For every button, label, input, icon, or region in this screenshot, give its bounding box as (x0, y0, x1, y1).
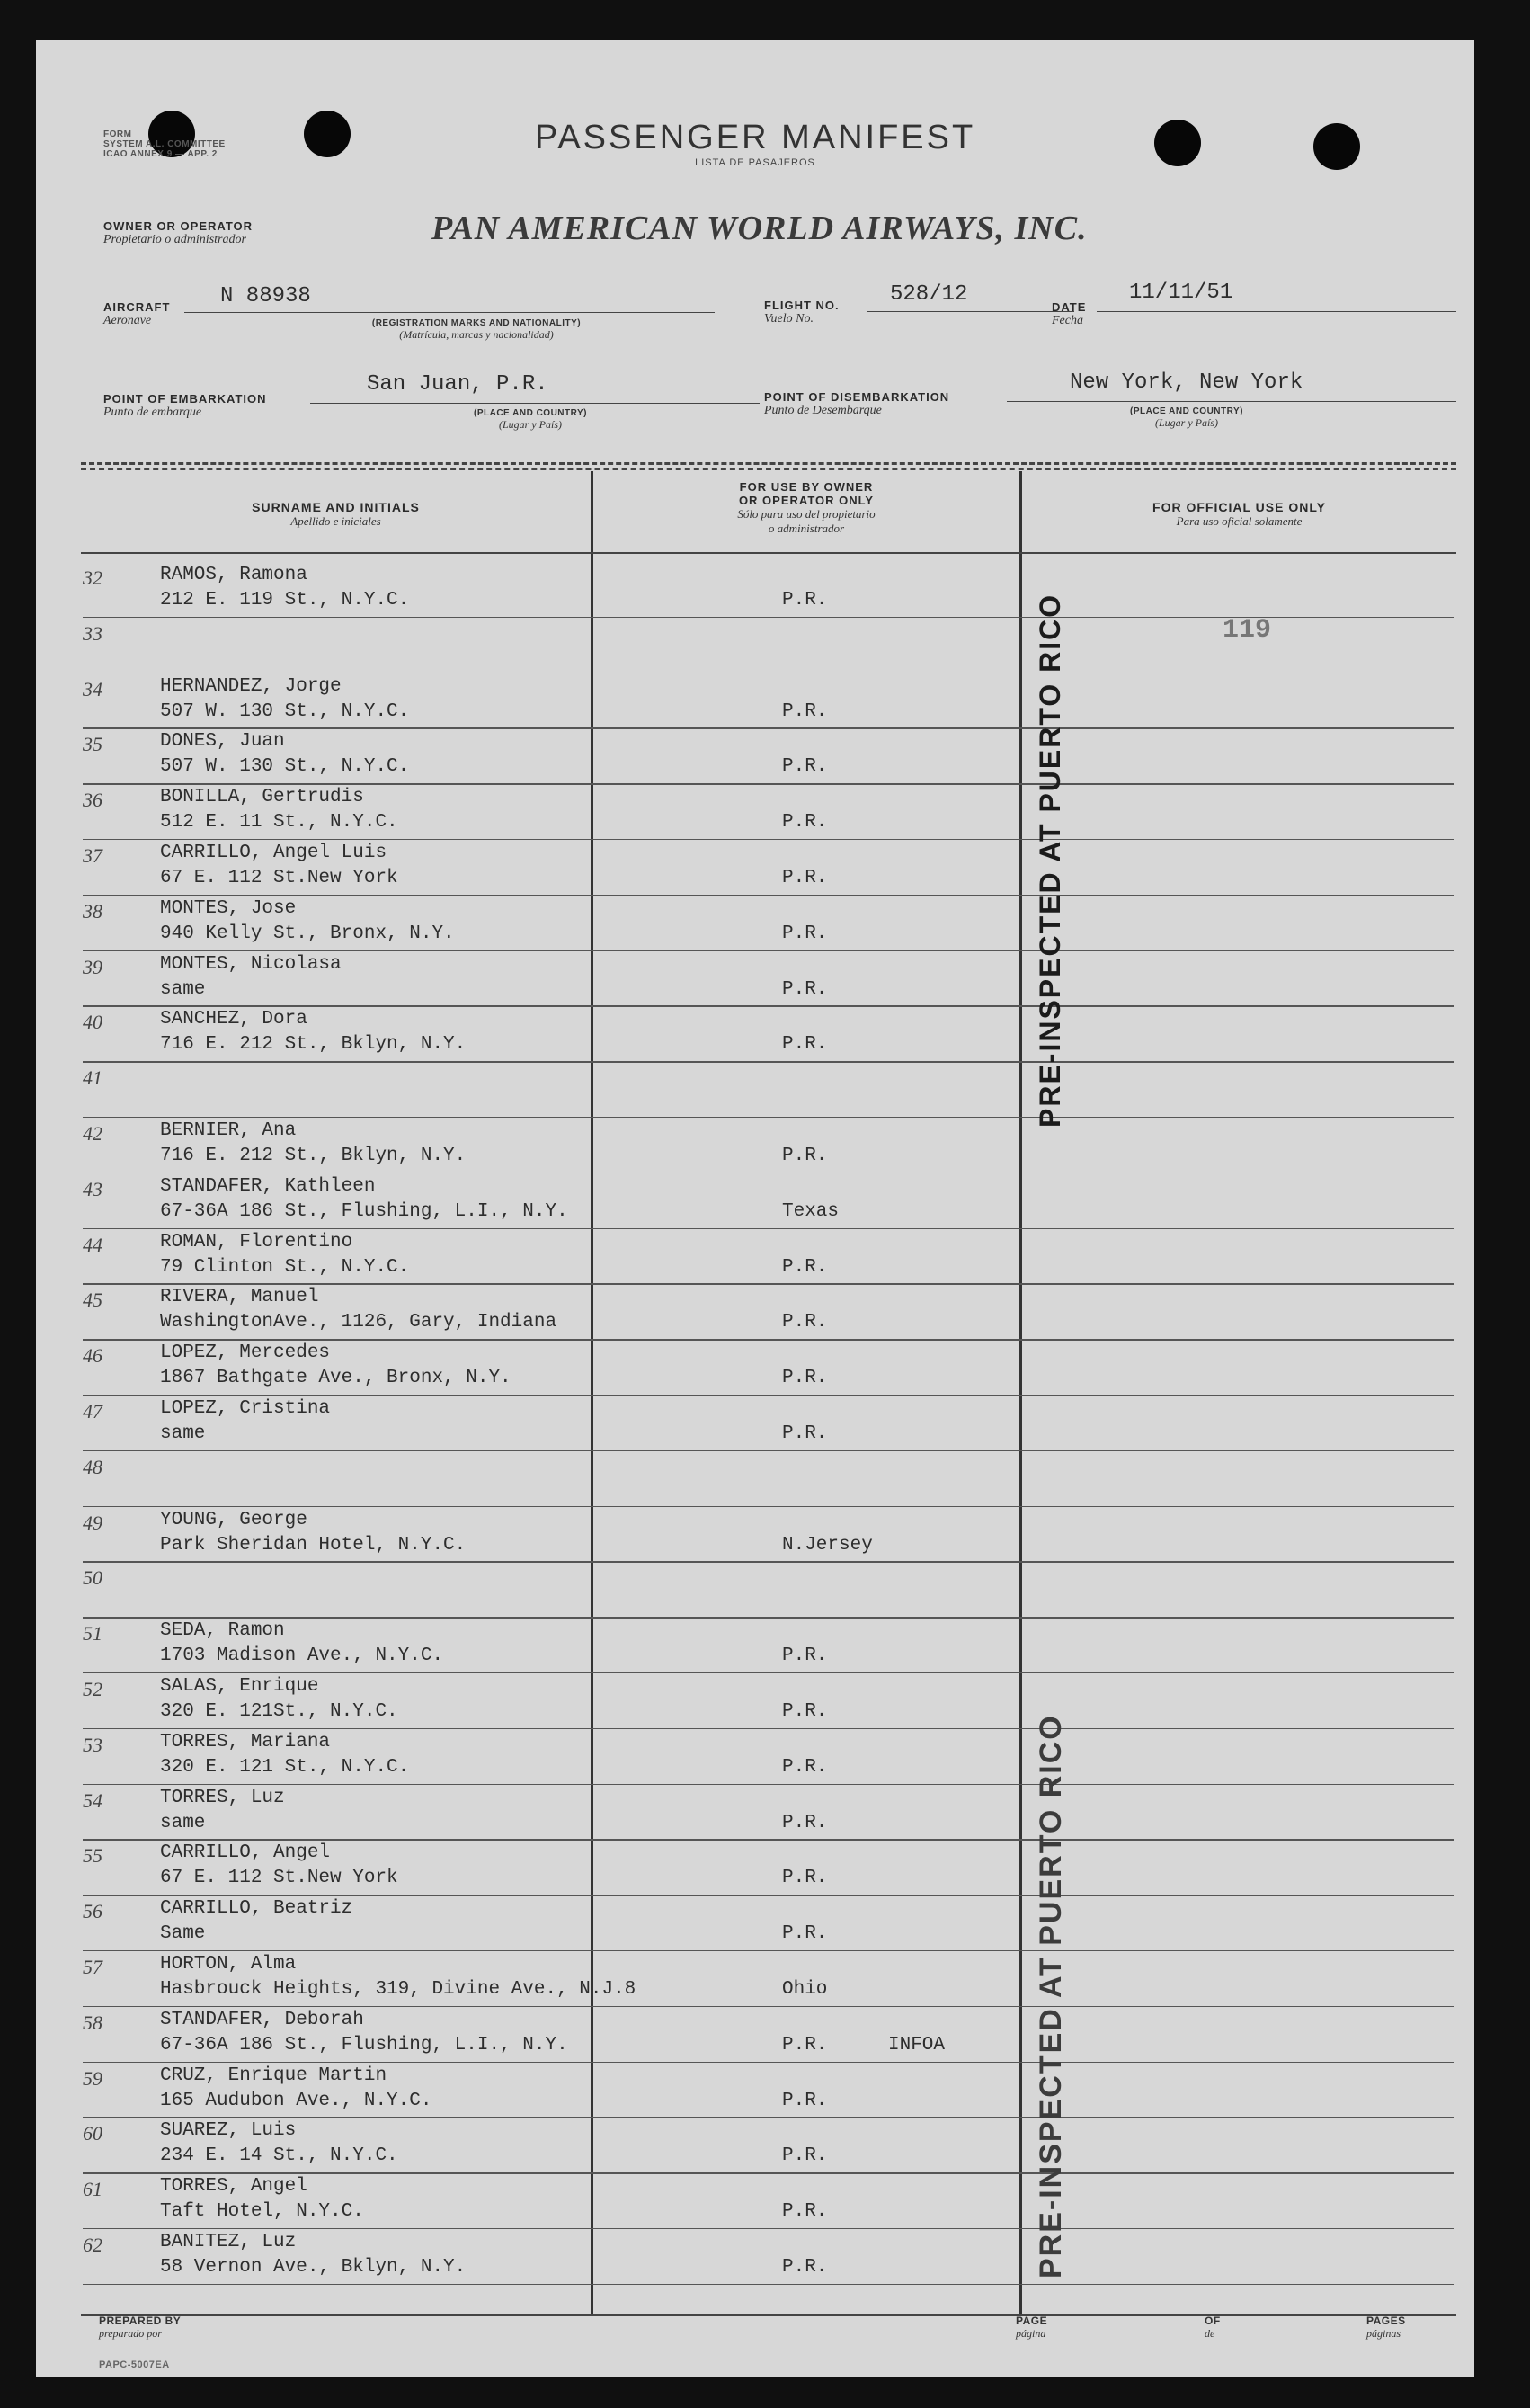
operator-use-value: P.R. (782, 978, 828, 1000)
row-number: 53 (83, 1733, 102, 1756)
embark-value: San Juan, P.R. (367, 372, 548, 397)
row-number: 37 (83, 844, 102, 867)
passenger-address: 67-36A 186 St., Flushing, L.I., N.Y. (160, 1200, 568, 1222)
title-block (36, 119, 1474, 168)
passenger-address: 1703 Madison Ave., N.Y.C. (160, 1645, 444, 1667)
form-code: PAPC-5007EA (99, 2359, 170, 2370)
passenger-address: 1867 Bathgate Ave., Bronx, N.Y. (160, 1368, 511, 1389)
row-number: 47 (83, 1400, 102, 1423)
disembark-place-caption-en: (PLACE AND COUNTRY) (1130, 406, 1243, 416)
passenger-name: CARRILLO, Angel Luis (160, 843, 387, 863)
operator-use-value: P.R. (782, 2145, 828, 2167)
table-row (36, 1674, 1474, 1730)
table-row (36, 674, 1474, 730)
passenger-address: 165 Audubon Ave., N.Y.C. (160, 2090, 432, 2111)
embark-label-en: POINT OF EMBARKATION (103, 392, 267, 406)
table-row (36, 1730, 1474, 1786)
table-row (36, 785, 1474, 841)
passenger-address: 67 E. 112 St.New York (160, 868, 398, 888)
flight-underline (867, 311, 1074, 312)
operator-use-value: P.R. (782, 1645, 828, 1667)
preinspected-stamp-bottom: PRE-INSPECTED AT PUERTO RICO (1034, 1714, 1068, 2279)
operator-use-value: P.R. (782, 1423, 828, 1444)
operator-use-value: P.R. (782, 1812, 828, 1833)
passenger-address: 507 W. 130 St., N.Y.C. (160, 700, 410, 722)
passenger-name: RIVERA, Manuel (160, 1287, 319, 1308)
passenger-address: Same (160, 1923, 206, 1945)
passenger-address: 58 Vernon Ave., Bklyn, N.Y. (160, 2257, 467, 2278)
registration-caption-en: (REGISTRATION MARKS AND NATIONALITY) (371, 318, 582, 328)
row-number: 38 (83, 899, 102, 923)
date-underline (1097, 311, 1456, 312)
pages-field (1366, 2314, 1406, 2341)
col2-header (593, 480, 1019, 536)
table-row (36, 563, 1474, 619)
prepared-by-label: PREPARED BY (99, 2314, 182, 2327)
operator-use-value: P.R. (782, 1312, 828, 1333)
table-row (36, 2118, 1474, 2174)
embark-place-caption (440, 408, 620, 432)
passenger-name: BERNIER, Ana (160, 1120, 297, 1141)
passenger-name: DONES, Juan (160, 731, 285, 753)
col1-header-en: SURNAME AND INITIALS (252, 500, 420, 514)
aircraft-underline (184, 312, 715, 313)
passenger-name: SEDA, Ramon (160, 1620, 285, 1642)
passenger-name: MONTES, Jose (160, 897, 297, 919)
of-label-es: de (1205, 2327, 1215, 2340)
table-row (36, 841, 1474, 896)
passenger-address: 507 W. 130 St., N.Y.C. (160, 756, 410, 778)
passenger-address: 512 E. 11 St., N.Y.C. (160, 812, 398, 834)
passenger-address: 79 Clinton St., N.Y.C. (160, 1256, 410, 1278)
embark-label (103, 392, 267, 420)
owner-label-es: Propietario o administrador (103, 233, 246, 246)
of-label: OF (1205, 2314, 1221, 2327)
table-row (36, 1119, 1474, 1174)
passenger-name: RAMOS, Ramona (160, 565, 307, 585)
operator-use-value: P.R. (782, 700, 828, 722)
operator-use-value: P.R. (782, 1701, 828, 1722)
pages-label: PAGES (1366, 2314, 1406, 2327)
col1-header (81, 500, 591, 529)
row-number: 54 (83, 1788, 102, 1812)
owner-label-en: OWNER OR OPERATOR (103, 219, 254, 233)
operator-use-value: P.R. (782, 812, 828, 834)
table-row (36, 1341, 1474, 1396)
operator-use-value: P.R. (782, 1868, 828, 1889)
row-number: 52 (83, 1678, 102, 1700)
row-number: 41 (83, 1066, 102, 1090)
passenger-name: TORRES, Mariana (160, 1731, 331, 1752)
disembark-label-es: Punto de Desembarque (764, 404, 882, 417)
col2-header-es-line1: Sólo para uso del propietario (737, 507, 876, 521)
row-number: 43 (83, 1177, 102, 1200)
form-header-line3: ICAO ANNEX 9 — APP. 2 (103, 149, 218, 159)
aircraft-label-en: AIRCRAFT (103, 300, 171, 314)
row-number: 49 (83, 1511, 102, 1534)
passenger-name: CRUZ, Enrique Martin (160, 2065, 387, 2086)
table-row (36, 1452, 1474, 1508)
col2-header-es-line2: o administrador (768, 522, 845, 535)
page-subtitle: LISTA DE PASAJEROS (695, 157, 815, 168)
table-row (36, 2230, 1474, 2286)
flight-label (764, 299, 840, 326)
col3-header (1022, 500, 1456, 529)
operator-use-value: P.R. (782, 1034, 828, 1056)
table-row (36, 1619, 1474, 1674)
table-row (36, 1230, 1474, 1286)
table-row (36, 1786, 1474, 1842)
row-number: 51 (83, 1622, 102, 1645)
passenger-address: 940 Kelly St., Bronx, N.Y. (160, 923, 455, 944)
passenger-address: WashingtonAve., 1126, Gary, Indiana (160, 1312, 557, 1333)
row-number: 59 (83, 2066, 102, 2090)
row-number: 55 (83, 1844, 102, 1868)
table-row (36, 1841, 1474, 1896)
row-number: 39 (83, 955, 102, 978)
disembark-label (764, 390, 949, 418)
of-field (1205, 2314, 1221, 2341)
operator-use-value: P.R. (782, 1756, 828, 1778)
passenger-name: STANDAFER, Deborah (160, 2009, 364, 2030)
row-number: 45 (83, 1289, 102, 1312)
passenger-name: MONTES, Nicolasa (160, 953, 342, 975)
row-number: 32 (83, 566, 102, 589)
passenger-address: 320 E. 121St., N.Y.C. (160, 1701, 398, 1722)
registration-caption (333, 318, 620, 342)
passenger-address: 320 E. 121 St., N.Y.C. (160, 1756, 410, 1778)
row-number: 33 (83, 621, 102, 645)
row-number: 58 (83, 2011, 102, 2034)
table-row (36, 2174, 1474, 2230)
preinspected-stamp-top: PRE-INSPECTED AT PUERTO RICO (1034, 593, 1066, 1128)
disembark-place-caption (1097, 406, 1276, 430)
form-header-line1: FORM (103, 129, 132, 139)
page-label-es: página (1016, 2327, 1046, 2340)
official-number: 119 (1223, 615, 1272, 646)
passenger-address: 67 E. 112 St.New York (160, 1868, 398, 1889)
embark-underline (310, 403, 760, 404)
owner-label (103, 219, 253, 247)
passenger-name: SANCHEZ, Dora (160, 1009, 307, 1030)
operator-use-value: P.R. (782, 590, 828, 611)
table-row (36, 1896, 1474, 1952)
passenger-address: 234 E. 14 St., N.Y.C. (160, 2145, 398, 2167)
table-row (36, 1508, 1474, 1564)
passenger-name: BANITEZ, Luz (160, 2232, 297, 2252)
row-number: 44 (83, 1233, 102, 1256)
table-row (36, 1174, 1474, 1230)
passenger-address: Taft Hotel, N.Y.C. (160, 2201, 364, 2223)
passenger-name: CARRILLO, Angel (160, 1842, 331, 1864)
row-number: 34 (83, 677, 102, 700)
operator-use-value: P.R. (782, 2257, 828, 2278)
operator-use-value: P.R. (782, 923, 828, 944)
passenger-name: TORRES, Angel (160, 2176, 307, 2198)
pages-label-es: páginas (1366, 2327, 1401, 2340)
disembark-place-caption-es: (Lugar y País) (1155, 416, 1218, 429)
col3-header-es: Para uso oficial solamente (1176, 514, 1303, 528)
passenger-name: CARRILLO, Beatriz (160, 1898, 353, 1920)
col2-header-line2: OR OPERATOR ONLY (738, 494, 875, 507)
header-rule (81, 552, 1456, 554)
table-row (36, 1563, 1474, 1619)
operator-use-value: Ohio (782, 1979, 828, 2000)
passenger-address: 67-36A 186 St., Flushing, L.I., N.Y. (160, 2034, 568, 2056)
passenger-address: same (160, 978, 206, 1000)
passenger-address: 212 E. 119 St., N.Y.C. (160, 590, 410, 611)
form-header-line2: SYSTEM A.L. COMMITTEE (103, 139, 226, 149)
operator-use-value: P.R. (782, 2090, 828, 2111)
passenger-name: LOPEZ, Cristina (160, 1398, 331, 1419)
aircraft-value: N 88938 (220, 284, 311, 308)
col3-header-en: FOR OFFICIAL USE ONLY (1152, 500, 1326, 514)
operator-use-value: P.R. (782, 756, 828, 778)
registration-caption-es: (Matrícula, marcas y nacionalidad) (399, 328, 554, 341)
operator-use-value: P.R. (782, 1368, 828, 1389)
disembark-underline (1007, 401, 1456, 402)
table-top-rule (81, 462, 1456, 465)
page-field (1016, 2314, 1047, 2341)
embark-place-caption-en: (PLACE AND COUNTRY) (474, 408, 587, 418)
passenger-name: ROMAN, Florentino (160, 1231, 353, 1253)
passenger-name: SUAREZ, Luis (160, 2120, 297, 2142)
table-row (36, 729, 1474, 785)
prepared-by (99, 2314, 181, 2341)
passenger-address: same (160, 1423, 206, 1444)
date-label-es: Fecha (1052, 314, 1083, 327)
table-row (36, 1007, 1474, 1063)
passenger-name: HERNANDEZ, Jorge (160, 675, 342, 697)
operator-use-value: P.R. (782, 868, 828, 888)
aircraft-label-es: Aeronave (103, 314, 152, 327)
table-row (36, 1063, 1474, 1119)
operator-use-value: P.R. (782, 2034, 828, 2056)
table-row (36, 2064, 1474, 2119)
passenger-name: LOPEZ, Mercedes (160, 1342, 331, 1364)
col2-header-line1: FOR USE BY OWNER (739, 480, 874, 494)
flight-label-en: FLIGHT NO. (764, 299, 840, 312)
row-number: 56 (83, 1900, 102, 1923)
table-row (36, 1285, 1474, 1341)
row-number: 42 (83, 1122, 102, 1145)
passenger-name: SALAS, Enrique (160, 1676, 319, 1697)
operator-use-value: Texas (782, 1200, 840, 1222)
embark-label-es: Punto de embarque (103, 406, 202, 419)
table-row (36, 952, 1474, 1008)
operator-use-value: N.Jersey (782, 1534, 873, 1556)
passenger-name: STANDAFER, Kathleen (160, 1175, 376, 1197)
table-row (36, 2008, 1474, 2064)
disembark-value: New York, New York (1070, 370, 1303, 395)
row-number: 62 (83, 2234, 102, 2256)
operator-use-extra: INFOA (888, 2034, 946, 2056)
disembark-label-en: POINT OF DISEMBARKATION (764, 390, 950, 404)
row-number: 35 (83, 733, 102, 756)
passenger-address: Park Sheridan Hotel, N.Y.C. (160, 1534, 467, 1556)
row-number: 60 (83, 2122, 102, 2145)
flight-label-es: Vuelo No. (764, 312, 814, 326)
row-number: 57 (83, 1956, 102, 1978)
passenger-name: HORTON, Alma (160, 1954, 297, 1975)
operator-use-value: P.R. (782, 2201, 828, 2223)
row-number: 48 (83, 1455, 102, 1478)
passenger-address: Hasbrouck Heights, 319, Divine Ave., N.J.8 (160, 1979, 636, 2000)
aircraft-label (103, 300, 170, 328)
date-label (1052, 300, 1086, 328)
footer-rule (81, 2314, 1456, 2316)
table-top-rule-2 (81, 468, 1456, 470)
col1-header-es: Apellido e iniciales (290, 514, 381, 528)
page-title: PASSENGER MANIFEST (534, 119, 976, 156)
manifest-sheet (36, 40, 1474, 2377)
passenger-name: YOUNG, George (160, 1509, 307, 1530)
row-number: 46 (83, 1344, 102, 1368)
operator-use-value: P.R. (782, 1256, 828, 1278)
page-label: PAGE (1016, 2314, 1048, 2327)
passenger-address: 716 E. 212 St., Bklyn, N.Y. (160, 1034, 467, 1056)
owner-value: PAN AMERICAN WORLD AIRWAYS, INC. (431, 210, 1088, 247)
table-row (36, 896, 1474, 952)
row-rule (83, 2284, 1454, 2286)
passenger-address: same (160, 1812, 206, 1833)
row-number: 40 (83, 1011, 102, 1034)
embark-place-caption-es: (Lugar y País) (499, 418, 562, 431)
passenger-name: TORRES, Luz (160, 1787, 285, 1808)
row-number: 61 (83, 2178, 102, 2201)
flight-value: 528/12 (890, 282, 968, 307)
passenger-name: BONILLA, Gertrudis (160, 787, 364, 808)
operator-use-value: P.R. (782, 1146, 828, 1166)
passenger-address: 716 E. 212 St., Bklyn, N.Y. (160, 1146, 467, 1166)
prepared-by-label-es: preparado por (99, 2327, 162, 2340)
date-value: 11/11/51 (1129, 281, 1233, 305)
table-row (36, 1396, 1474, 1452)
date-label-en: DATE (1052, 300, 1087, 314)
table-row (36, 1952, 1474, 2008)
row-number: 50 (83, 1566, 102, 1590)
row-number: 36 (83, 789, 102, 812)
operator-use-value: P.R. (782, 1923, 828, 1945)
